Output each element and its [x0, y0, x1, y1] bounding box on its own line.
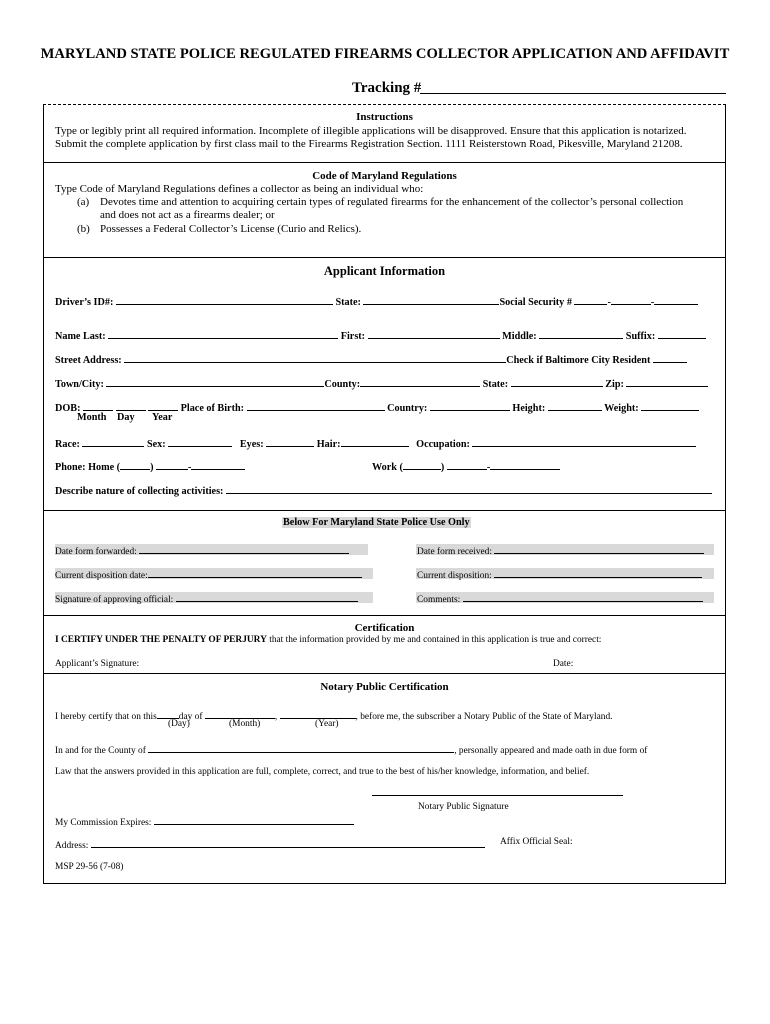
middle-label: Middle:: [502, 331, 537, 342]
suffix-label: Suffix:: [625, 331, 656, 342]
code-item-b: Possesses a Federal Collector’s License (Curio and Relics).: [100, 223, 362, 235]
police-use-section: [43, 510, 726, 616]
date-forwarded-field[interactable]: [139, 543, 349, 554]
notary-day-field[interactable]: [157, 708, 179, 719]
town-city-label: Town/City:: [55, 379, 104, 390]
certification-section: [43, 615, 726, 674]
comments-label: Comments:: [417, 595, 461, 605]
code-item-a-marker: (a): [77, 196, 90, 208]
instructions-line-1: Type or legibly print all required information. Incomplete of illegible applications will be disapproved. Ensure that this application is notarized.: [55, 125, 687, 137]
applicant-signature-label: Applicant’s Signature:: [55, 659, 140, 669]
county-label: County:: [324, 379, 361, 390]
baltimore-resident-field[interactable]: [653, 352, 687, 363]
code-intro: Type Code of Maryland Regulations defines a collector as being an individual who:: [55, 183, 424, 195]
drivers-id-field[interactable]: [116, 294, 333, 305]
notary-signature-field[interactable]: [372, 795, 623, 796]
weight-label: Weight:: [604, 403, 639, 414]
phone-work-number-field[interactable]: [490, 459, 560, 470]
commission-expires-label: My Commission Expires:: [55, 818, 152, 828]
height-field[interactable]: [548, 400, 602, 411]
ssn-part-3-field[interactable]: [654, 294, 698, 305]
sex-label: Sex:: [146, 439, 166, 450]
notary-county-field[interactable]: [148, 742, 454, 753]
zip-label: Zip:: [605, 379, 624, 390]
applicant-title: Applicant Information: [323, 264, 446, 278]
certification-date-field[interactable]: [578, 658, 713, 670]
notary-line1-c: , before me, the subscriber a Notary Public of the State of Maryland.: [355, 712, 613, 722]
notary-county-text: , personally appeared and made oath in due form of: [454, 746, 648, 756]
date-received-field[interactable]: [494, 543, 704, 554]
state2-field[interactable]: [511, 376, 603, 387]
name-last-field[interactable]: [108, 328, 338, 339]
hair-label: Hair:: [316, 439, 341, 450]
phone-work-prefix-field[interactable]: [447, 459, 487, 470]
applicant-signature-field[interactable]: [152, 658, 532, 670]
place-of-birth-field[interactable]: [247, 400, 385, 411]
code-item-a-line-1: Devotes time and attention to acquiring certain types of regulated firearms for the enhancement of the collector’s personal collection: [100, 196, 684, 208]
phone-home-number-field[interactable]: [191, 459, 245, 470]
notary-month-caption: (Month): [229, 719, 261, 729]
instructions-line-2: Submit the complete application by first class mail to the Firearms Registration Section. 1111 Reisterstown Road, Pikesville, Maryland 21208.: [55, 138, 683, 150]
certification-bold: I CERTIFY UNDER THE PENALTY OF PERJURY: [55, 635, 267, 645]
baltimore-resident-label: Check if Baltimore City Resident: [506, 355, 651, 366]
current-disposition-date-label: Current disposition date:: [55, 571, 148, 581]
code-item-b-marker: (b): [77, 223, 90, 235]
phone-home-prefix-field[interactable]: [156, 459, 188, 470]
phone-home-label: Phone: Home (: [55, 462, 121, 473]
signature-official-label: Signature of approving official:: [55, 595, 174, 605]
dob-day-caption: Day: [117, 412, 135, 423]
notary-address-field[interactable]: [91, 837, 485, 848]
eyes-label: Eyes:: [239, 439, 264, 450]
certification-date-label: Date:: [553, 659, 574, 669]
phone-work-area-field[interactable]: [403, 459, 441, 470]
work-phone-label: Work (: [372, 462, 403, 473]
state-label: State:: [335, 297, 361, 308]
state-field[interactable]: [363, 294, 499, 305]
height-label: Height:: [512, 403, 546, 414]
race-field[interactable]: [82, 436, 144, 447]
notary-section: Notary Public Certification I hereby certify that on this day of , , before me, the subscriber a Notary Public of the State of Maryland. (Day) (Month) (Year) In and for the County of , personally appeared and made oath in due form of Law that the answers provided in this application are full, complete, correct, and true to the best of his/her knowledge, information, and belief. Notary Public Signature My Commission Expires: Address: Affix Official Seal: MSP 29-56 (7-08): [43, 673, 726, 884]
notary-county-label: In and for the County of: [55, 746, 146, 756]
occupation-field[interactable]: [472, 436, 696, 447]
commission-expires-field[interactable]: [154, 814, 354, 825]
dob-day-field[interactable]: [116, 400, 146, 411]
weight-field[interactable]: [641, 400, 699, 411]
dob-year-field[interactable]: [148, 400, 178, 411]
code-title: Code of Maryland Regulations: [312, 170, 457, 182]
sex-field[interactable]: [168, 436, 232, 447]
town-city-field[interactable]: [106, 376, 324, 387]
collecting-label: Describe nature of collecting activities:: [55, 486, 224, 497]
first-label: First:: [340, 331, 366, 342]
instructions-section: [43, 104, 726, 163]
form-id: MSP 29-56 (7-08): [55, 862, 124, 872]
race-label: Race:: [55, 439, 80, 450]
notary-title: Notary Public Certification: [320, 681, 449, 693]
tracking-label: Tracking #: [352, 80, 422, 96]
ssn-label: Social Security #: [499, 297, 572, 308]
county-field[interactable]: [360, 376, 480, 387]
collecting-field[interactable]: [226, 483, 712, 494]
applicant-section: Applicant Information Driver’s ID#: State: Social Security # - - Name Last: First: Middle: Suffix: Street Address: Check if Baltimore City Resident Town/City: County: State: Zip: DOB: Place of Birth: Country: Height: Weight: Month Day Year Race: Sex: Eyes: Hair: Occupation: Phone: Home ( ) - Work ( ) - Describe nature of collecting activities:: [43, 257, 726, 511]
street-address-field[interactable]: [124, 352, 506, 363]
place-of-birth-label: Place of Birth:: [180, 403, 245, 414]
dob-month-field[interactable]: [83, 400, 113, 411]
current-disposition-label: Current disposition:: [417, 571, 492, 581]
dob-month-caption: Month: [77, 412, 107, 423]
comments-field[interactable]: [463, 591, 703, 602]
form-title: MARYLAND STATE POLICE REGULATED FIREARMS COLLECTOR APPLICATION AND AFFIDAVIT: [40, 46, 730, 62]
eyes-field[interactable]: [266, 436, 314, 447]
dob-label: DOB:: [55, 403, 81, 414]
tracking-number-field[interactable]: [420, 93, 726, 94]
date-received-label: Date form received:: [417, 547, 492, 557]
official-seal-label: Affix Official Seal:: [500, 837, 573, 847]
ssn-part-1-field[interactable]: [574, 294, 607, 305]
notary-law-statement: Law that the answers provided in this application are full, complete, correct, and true to the best of his/her knowledge, information, and belief.: [55, 767, 590, 777]
certification-title: Certification: [354, 622, 415, 634]
signature-official-field[interactable]: [176, 591, 358, 602]
dob-year-caption: Year: [152, 412, 173, 423]
date-forwarded-label: Date form forwarded:: [55, 547, 137, 557]
zip-field[interactable]: [626, 376, 708, 387]
notary-signature-label: Notary Public Signature: [418, 802, 509, 812]
notary-address-label: Address:: [55, 841, 89, 851]
hair-field[interactable]: [341, 436, 409, 447]
state2-label: State:: [482, 379, 509, 390]
notary-month-field[interactable]: [205, 708, 275, 719]
country-label: Country:: [387, 403, 428, 414]
code-section: [43, 162, 726, 258]
instructions-title: Instructions: [356, 111, 413, 123]
drivers-id-label: Driver’s ID#:: [55, 297, 114, 308]
notary-day-caption: (Day): [168, 719, 190, 729]
notary-year-caption: (Year): [315, 719, 339, 729]
police-use-title: Below For Maryland State Police Use Only: [283, 517, 470, 528]
first-name-field[interactable]: [368, 328, 500, 339]
phone-home-area-field[interactable]: [120, 459, 150, 470]
country-field[interactable]: [430, 400, 510, 411]
code-item-a-line-2: and does not act as a firearms dealer; or: [100, 209, 275, 221]
current-disposition-field[interactable]: [494, 567, 702, 578]
current-disposition-date-field[interactable]: [148, 567, 362, 578]
suffix-field[interactable]: [658, 328, 706, 339]
notary-line1-b: day of: [178, 712, 203, 722]
ssn-part-2-field[interactable]: [611, 294, 651, 305]
name-last-label: Name Last:: [55, 331, 106, 342]
middle-name-field[interactable]: [539, 328, 623, 339]
street-address-label: Street Address:: [55, 355, 122, 366]
notary-year-field[interactable]: [280, 708, 356, 719]
notary-line1-a: I hereby certify that on this: [55, 712, 157, 722]
certification-statement: that the information provided by me and contained in this application is true and correct:: [266, 635, 602, 645]
occupation-label: Occupation:: [416, 439, 470, 450]
